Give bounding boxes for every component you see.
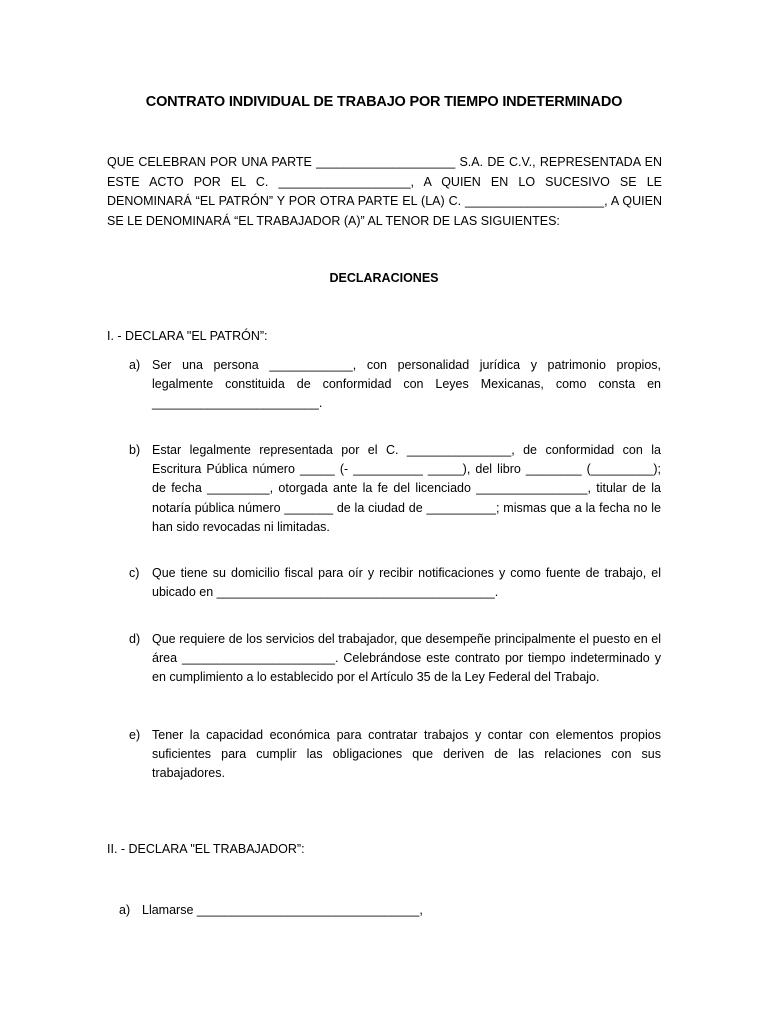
list-marker: e) — [129, 728, 141, 742]
list-item-text: Ser una persona ____________, con personalidad jurídica y patrimonio propios, legalmente constituida de conformidad con Leyes Mexicanas, como consta en ________________________. — [152, 358, 661, 411]
list-item — [119, 901, 659, 920]
list-item — [129, 356, 661, 414]
list-item-text: Tener la capacidad económica para contratar trabajos y contar con elementos propios suficientes para cumplir las obligaciones que deriven de las relaciones con sus trabajadores. — [152, 728, 661, 781]
list-marker: a) — [129, 358, 141, 372]
list-marker: a) — [119, 903, 131, 917]
list-marker: b) — [129, 443, 141, 457]
list-item — [129, 441, 661, 537]
list-item-text: Que requiere de los servicios del trabajador, que desempeñe principalmente el puesto en el área ______________________. Celebrándose este contrato por tiempo indeterminado y en cumplimiento a lo establecido por el Artículo 35 de la Ley Federal del Trabajo. — [152, 632, 661, 685]
list-marker: d) — [129, 632, 141, 646]
section-heading-trabajador: II. - DECLARA "EL TRABAJADOR”: — [107, 842, 305, 856]
list-item-text: Estar legalmente representada por el C. _______________, de conformidad con la Escritura Pública número _____ (- __________ _____), del libro ________ (_________); de fecha _________, otorgada ante la fe del licenciado ________________, titular de la notaría pública número _______ de la ciudad de __________; mismas que a la fecha no le han sido revocadas ni limitadas. — [152, 443, 661, 534]
list-item — [129, 630, 661, 688]
list-item — [129, 564, 661, 602]
declaraciones-heading: DECLARACIONES — [329, 271, 439, 285]
section-heading-patron: I. - DECLARA "EL PATRÓN”: — [107, 329, 268, 343]
list-marker: c) — [129, 566, 140, 580]
list-item — [129, 726, 661, 784]
list-item-text: Llamarse ________________________________, — [142, 903, 423, 917]
document-title: CONTRATO INDIVIDUAL DE TRABAJO POR TIEMPO INDETERMINADO — [145, 94, 623, 110]
intro-paragraph: QUE CELEBRAN POR UNA PARTE ____________________ S.A. DE C.V., REPRESENTADA EN ESTE ACTO POR EL C. ___________________, A QUIEN EN LO SUCESIVO SE LE DENOMINARÁ “EL PATRÓN” Y POR OTRA PARTE EL (LA) C. ____________________, A QUIEN SE LE DENOMINARÁ “EL TRABAJADOR (A)” AL TENOR DE LAS SIGUIENTES: — [107, 155, 662, 229]
list-item-text: Que tiene su domicilio fiscal para oír y recibir notificaciones y como fuente de trabajo, el ubicado en ________________________________________. — [152, 566, 661, 600]
